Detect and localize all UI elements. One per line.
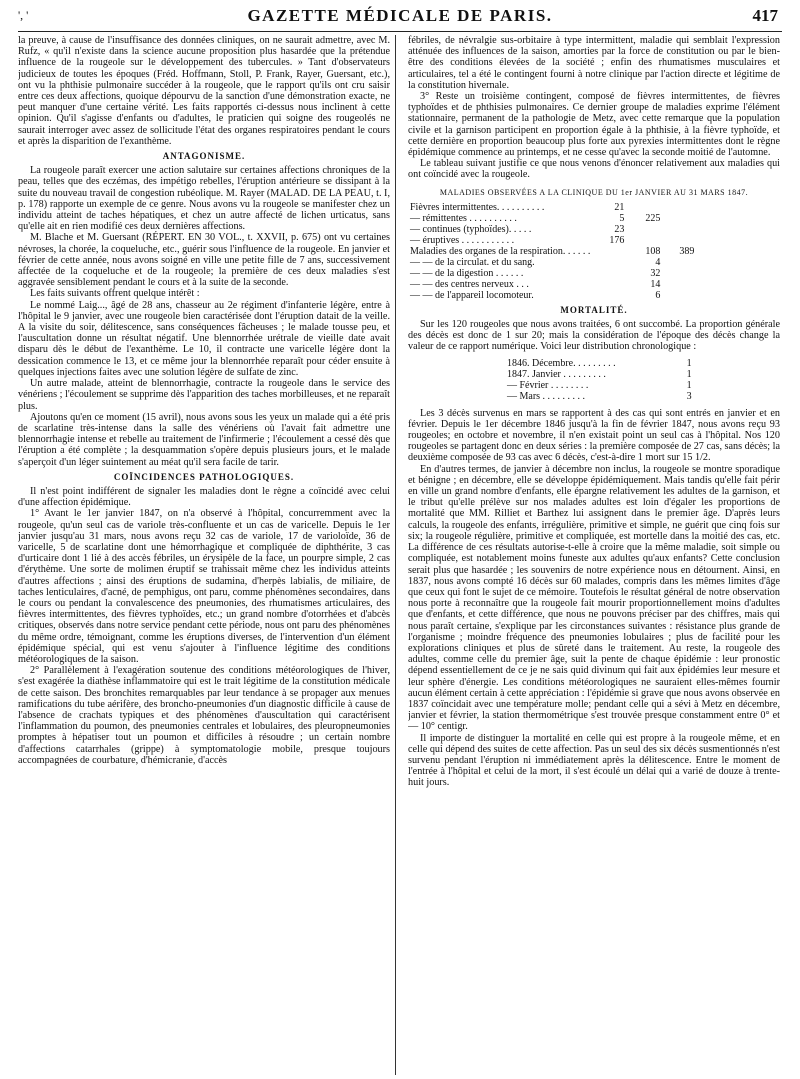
row-label: — rémittentes . . . . . . . . . . xyxy=(410,212,517,224)
row-subtotal: 32 xyxy=(650,267,661,279)
row-value xyxy=(592,246,626,257)
page-number: 417 xyxy=(752,6,778,25)
row-subtotal: 108 xyxy=(645,245,661,257)
table-row xyxy=(408,202,696,213)
row-total xyxy=(662,213,696,224)
row-subtotal: 4 xyxy=(655,256,661,268)
section-heading-mortalite: MORTALITÉ. xyxy=(560,304,628,315)
row-subtotal: 14 xyxy=(650,278,661,290)
section-heading-coincidences: COÏNCIDENCES PATHOLOGIQUES. xyxy=(113,471,295,482)
row-total xyxy=(662,202,696,213)
row-total xyxy=(662,268,696,279)
row-value: 176 xyxy=(609,234,625,246)
table-row xyxy=(408,268,696,279)
row-value: 3 xyxy=(686,390,692,402)
row-label: — continues (typhoïdes). . . . . xyxy=(410,223,532,235)
row-total xyxy=(662,290,696,301)
column-divider xyxy=(395,35,396,1075)
paragraph: Ajoutons qu'en ce moment (15 avril), nous avons sous les yeux un malade qui a été pris de scarlatine très-intense dans la salle des vénériens où l'avait fait admettre une blennorrhagie intense et rebelle au traitement de l'infirmerie ; l'écoulement a cessé dès que l'éruption a été complète ; la desquammation s'opère depuis plusieurs jours, et le malade s'aperçoit d'un léger suintement au méat qu'il sera facile de tarir. xyxy=(18,411,390,468)
table-row xyxy=(504,391,695,402)
row-subtotal xyxy=(626,235,662,246)
table-row xyxy=(408,290,696,301)
row-label: — éruptives . . . . . . . . . . . xyxy=(410,234,515,246)
row-value xyxy=(592,290,626,301)
header-left-mark: ', ' xyxy=(18,8,29,22)
paragraph: Sur les 120 rougeoles que nous avons traitées, 6 ont succombé. La proportion générale des décès est donc de 1 sur 20; mais la considération de l'époque des décès change la valeur de ce rapport numérique. Voici leur distribution chronologique : xyxy=(408,319,780,353)
row-value: 1 xyxy=(686,368,692,380)
paragraph: Un autre malade, atteint de blennorrhagie, contracte la rougeole dans le service des vénériens ; l'écoulement se supprime dès l'apparition des taches morbilleuses, et ne reparaît plus. xyxy=(18,378,390,412)
table-row xyxy=(408,279,696,290)
row-value: 1 xyxy=(686,357,692,369)
table-row xyxy=(408,246,696,257)
paragraph: En d'autres termes, de janvier à décembre non inclus, la rougeole se montre sporadique et bénigne ; en décembre, elle se développe épidémiquement. Mais tandis qu'elle fait périr en ville un grand nombre d'enfants, elle épargne relativement les adultes de la garnison, et le tribut qu'elle prélève sur nos malades adultes est loin d'égaler les proportions de mortalité que MM. Rilliet et Barthez lui assignent dans le premier âge. D'après leurs calculs, la rougeole des enfants, irrégulière, primitive et simple, ne guérit que cinq fois sur six; la rougeole régulière, primitive et compliquée, est mortelle dans la moitié des cas, etc. La différence de ces résultats autorise-t-elle à croire que la même maladie, soit simple ou compliquée, est notablement moins funeste aux adultes qu'aux enfants? Cette conclusion serait plus que hasardée ; les souvenirs de notre expérience nous en détournent. Ainsi, en 1837, nous avons compté 16 décès sur 60 malades, compris dans les mêmes limites d'âge que ceux qui font le sujet de ce mémoire. Toutefois le résultat général de notre observation nous porte à reconnaître que la rougeole fait mourir proportionnellement moins d'adultes que d'enfants, et cette différence, que nous ne pouvons préciser par des chiffres, mais qui nous paraît certaine, s'explique par les circonstances suivantes : résistance plus grande de l'organisme ; moindre fréquence des pneumonies lobulaires ; plus de facilité pour les explorations cliniques et plus de sûreté dans le traitement. Au reste, la rougeole des adultes, comme celle du premier âge, suit la pente de chaque épidémie : leur pronostic dépend essentiellement de ce je ne sais quid divinum qui fait aux épidémies leur mesure et leur sphère d'énergie. Les conditions météorologiques ne sauraient elles-mêmes fournir aucun élément certain à cette appréciation : l'épidémie si grave que nous avons observée en 1837 coïncidait avec une température molle; pendant celle qui a sévi à Metz en décembre, janvier et février, la station thermométrique s'est trouvée presque constamment entre 0° et — 10° centigr. xyxy=(408,463,780,733)
row-label: 1847. Janvier . . . . . . . . . xyxy=(507,368,606,380)
row-total xyxy=(662,257,696,268)
table-row xyxy=(504,358,695,369)
section-heading-antagonisme: ANTAGONISME. xyxy=(162,151,246,162)
row-subtotal xyxy=(626,224,662,235)
table-row xyxy=(408,235,696,246)
paragraph: fébriles, de névralgie sus-orbitaire à type intermittent, maladie qui semblait l'expression atténuée des influences de la saison, amorties par la force de constitution ou par le bien-être des conditions élevées de la société ; enfin des rhumatismes musculaires et articulaires, tel a été le contingent fourni à notre clinique par l'action directe et légitime de la constitution hivernale. xyxy=(408,35,780,91)
paragraph: Le tableau suivant justifie ce que nous venons d'énoncer relativement aux maladies qui ont coïncidé avec la rougeole. xyxy=(408,158,780,181)
paragraph: la preuve, à cause de l'insuffisance des données cliniques, on ne saurait admettre, avec M. Rufz, « qu'il n'existe dans la science aucune proposition plus hasardée que la prétendue influence de la rougeole sur le développement des tubercules. » Tant d'observateurs judicieux de toutes les époques (Fréd. Hoffmann, Stoll, P. Frank, Rayer, Guersant, etc.), ont vu la phthisie pulmonaire succéder à la rougeole, que le rapport qu'ils ont cru saisir entre ces deux affections, quoique dépourvu de la sanction d'une démonstration exacte, ne peut manquer d'une certaine vérité. Les faits rapportés ci-dessus nous inclinent à cette opinion. Qu'il s'agisse d'enfants ou d'adultes, le praticien qui soigne des rougeolés ne saurait interroger avec assez de sollicitude l'état des organes respiratoires pendant le cours et après la disparition de l'exanthème. xyxy=(18,35,390,147)
page-header xyxy=(18,6,782,28)
table-row xyxy=(408,224,696,235)
table-row xyxy=(408,257,696,268)
row-value xyxy=(592,268,626,279)
header-rule xyxy=(18,31,782,32)
row-total xyxy=(662,224,696,235)
row-value xyxy=(592,279,626,290)
row-total xyxy=(662,279,696,290)
paragraph: 3° Reste un troisième contingent, composé de fièvres intermittentes, de fièvres typhoïdes et de phthisies pulmonaires. Ce dernier groupe de maladies exprime l'élément stationnaire, permanent de la pathologie de Metz, avec cette remarque que la population civile et la garnison participent en proportion égale à la phthisie, à la fièvre typhoïde, et cette dernière en proportion beaucoup plus forte aux pyrexies intermittentes dont le règne épidémique commence au printemps, et ne cesse qu'avec la seconde moitié de l'automne. xyxy=(408,91,780,159)
paragraph: Les 3 décès survenus en mars se rapportent à des cas qui sont entrés en janvier et en février. Depuis le 1er décembre 1846 jusqu'à la fin de février 1847, nous avons reçu 93 rougeoles; en octobre et novembre, il n'en existait point un seul cas à l'hôpital. Nos 120 rougeoles se partagent donc en deux séries : la première composée de 27 cas, sans décès; la deuxième composée de 93 cas avec 6 décès, c'est-à-dire 1 mort sur 15 1/2. xyxy=(408,407,780,464)
row-label: — — des centres nerveux . . . xyxy=(410,278,529,290)
chronology-table xyxy=(504,358,695,402)
row-value: 5 xyxy=(619,212,625,224)
row-label: Fièvres intermittentes. . . . . . . . . . xyxy=(410,201,545,213)
row-total xyxy=(662,235,696,246)
paragraph: Le nommé Laig..., âgé de 28 ans, chasseur au 2e régiment d'infanterie légère, entre à l'hôpital le 9 janvier, avec une rougeole bien caractérisée dont l'éruption datait de la veille. A la visite du soir, délitescence, sans conséquences fâcheuses ; le malade tousse peu, et l'auscultation donne un résultat négatif. Une blennorrhée urétrale de vieille date avait disparu dès le début de l'exanthème. Le 10, il contracte une varicelle légère dont la dessication commence le 13, et ce même jour la blennorrhée reparaît pour céder ensuite à quelques injections faites avec une solution légère de sulfate de zinc. xyxy=(18,299,390,378)
paragraph: M. Blache et M. Guersant (RÉPERT. EN 30 VOL., t. XXVII, p. 675) ont vu certaines névroses, la chorée, la coqueluche, etc., guérir sous l'influence de la rougeole. En janvier et février de cette année, nous avons soigné en ville une petite fille de 7 ans, successivement affectée de la coqueluche et de la rougeole; la première de ces deux maladies s'est aggravée sensiblement pendant le cours et à la suite de la seconde. xyxy=(18,232,390,289)
row-subtotal: 225 xyxy=(645,212,661,224)
paragraph: Les faits suivants offrent quelque intérêt : xyxy=(30,288,200,300)
table-row xyxy=(408,213,696,224)
row-value: 23 xyxy=(614,223,625,235)
right-column xyxy=(408,35,780,1075)
row-value xyxy=(592,257,626,268)
paragraph: La rougeole paraît exercer une action salutaire sur certaines affections chroniques de la peau, telles que des eczémas, des impétigo rebelles, l'éruption antérieure se dissipant à la suite du nouveau travail de congestion rubéolique. M. Rayer (MALAD. DE LA PEAU, t. I, p. 178) rapporte un exemple de ce genre. Nous avons vu la rougeole se manifester chez un individu atteint de taches hépatiques, et chez un autre affecté de lichen urticatus, sans qu'elle ait en rien modifié ces deux dernières affections. xyxy=(18,165,390,233)
row-label: — Février . . . . . . . . xyxy=(507,379,589,391)
journal-title: GAZETTE MÉDICALE DE PARIS. xyxy=(247,6,553,25)
table-title: MALADIES OBSERVÉES A LA CLINIQUE DU 1er JANVIER AU 31 MARS 1847. xyxy=(439,187,749,197)
row-subtotal xyxy=(626,202,662,213)
row-value: 21 xyxy=(614,201,625,213)
row-subtotal: 6 xyxy=(655,289,661,301)
left-column xyxy=(18,35,390,1075)
row-value: 1 xyxy=(686,379,692,391)
paragraph: Il importe de distinguer la mortalité en celle qui est propre à la rougeole même, et en celle qui dépend des suites de cette affection. Pas un seul des six décès susmentionnés n'est survenu pendant l'éruption ni immédiatement après la délitescence. Entre le moment de l'entrée à l'hôpital et celui de la mort, il s'est écoulé un délai qui a varié de douze à trente-huit jours. xyxy=(408,732,780,789)
paragraph: 1° Avant le 1er janvier 1847, on n'a observé à l'hôpital, concurremment avec la rougeole, qu'un seul cas de variole très-confluente et un cas de varicelle. Depuis le 1er janvier jusqu'au 31 mars, nous avons reçu 32 cas de variole, 17 de varioloïde, 36 de varicelle, 5 de scarlatine dont une hémorrhagique et compliquée de diphthérite, 3 cas d'urticaire dont 1 lié à des accès fébriles, un érysipèle de la face, un pourpre simple, 2 cas d'érythème. Une sorte de molimen éruptif se trahissait même chez les individus atteints d'autres affections ; ainsi des éruptions de sudamina, d'herpès labialis, de miliaire, de taches lenticulaires, d'acné, de pemphigus, ont paru, comme phénomènes secondaires, dans le cours ou pendant la convalescence des pneumonies, des rhumatismes articulaires, des fièvres intermittentes, des fièvres typhoïdes, etc.; un grand nombre d'otorrhées et d'abcès critiques, observés dans notre service pendant cette période, nous ont paru des phénomènes du même ordre, témoignant, comme les éruptions diverses, de l'intervention d'un élément épidémique spécial, qui est venu s'ajouter à l'influence légitime des conditions météorologiques de la saison. xyxy=(18,508,390,665)
row-label: — — de l'appareil locomoteur. xyxy=(410,289,534,301)
row-label: Maladies des organes de la respiration. . . . . . xyxy=(410,245,591,257)
row-label: 1846. Décembre. . . . . . . . . xyxy=(507,357,616,369)
row-label: — — de la circulat. et du sang. xyxy=(410,256,535,268)
table-row xyxy=(504,369,695,380)
row-label: — — de la digestion . . . . . . xyxy=(410,267,524,279)
row-label: — Mars . . . . . . . . . xyxy=(507,390,586,402)
table-row xyxy=(504,380,695,391)
row-total: 389 xyxy=(679,245,695,257)
paragraph: Il n'est point indifférent de signaler les maladies dont le règne a coïncidé avec celui d'une affection épidémique. xyxy=(18,485,390,509)
paragraph: 2° Parallèlement à l'exagération soutenue des conditions météorologiques de l'hiver, s'est exagérée la diathèse inflammatoire qui est le trait légitime de la constitution médicale de cette saison. Des bronchites remarquables par leur tendance à se propager aux menues ramifications du tube aérifère, des broncho-pneumonies d'un diagnostic difficile à cause de l'absence de crachats typiques et des phénomènes d'auscultation qui caractérisent l'inflammation du poumon, des pneumonies centrales et lobulaires, des pleuropneumonies promptes à hépatiser tout un poumon et difficiles à résoudre ; un certain nombre d'affections catarrhales (grippe) à symptomatologie mobile, presque toujours accompagnées de courbature, d'hémicranie, d'accès xyxy=(18,665,390,766)
diseases-table xyxy=(408,202,696,301)
